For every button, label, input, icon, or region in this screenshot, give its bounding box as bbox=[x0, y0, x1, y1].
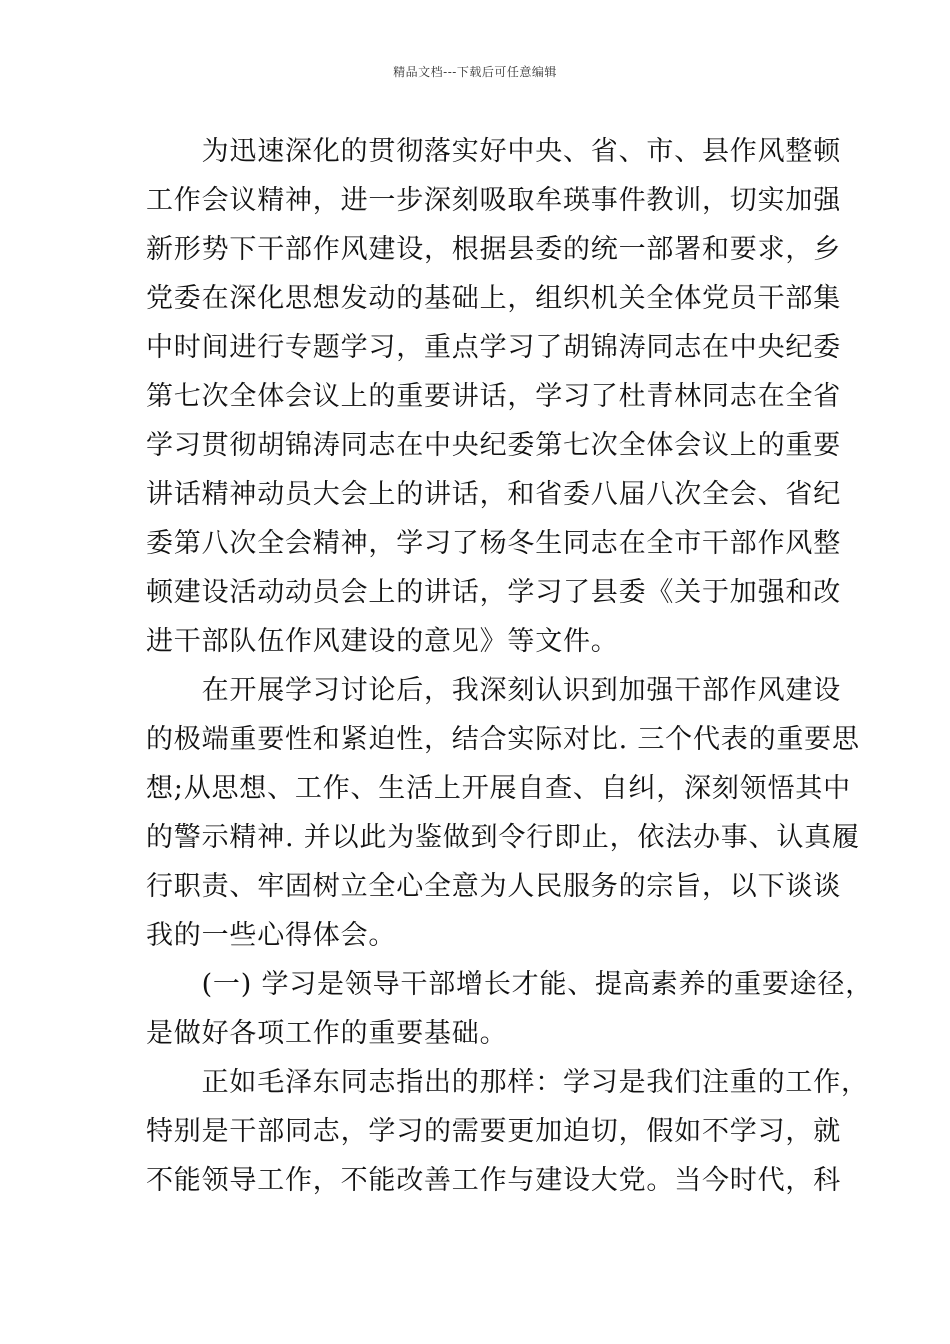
text-line: 第七次全体会议上的重要讲话，学习了杜青林同志在全省 bbox=[146, 381, 841, 412]
text-line: 中时间进行专题学习，重点学习了胡锦涛同志在中央纪委 bbox=[146, 332, 841, 363]
text-line: 讲话精神动员大会上的讲话，和省委八届八次全会、省纪 bbox=[146, 479, 841, 510]
text-line: 委第八次全会精神，学习了杨冬生同志在全市干部作风整 bbox=[146, 528, 841, 559]
text-line: 的极端重要性和紧迫性，结合实际对比. 三个代表的重要思 bbox=[146, 724, 860, 755]
text-line: 行职责、牢固树立全心全意为人民服务的宗旨，以下谈谈 bbox=[146, 871, 841, 902]
paragraph bbox=[146, 1058, 869, 1205]
text-line: (一) 学习是领导干部增长才能、提高素养的重要途径， bbox=[146, 969, 874, 1000]
text-line: 工作会议精神，进一步深刻吸取牟瑛事件教训，切实加强 bbox=[146, 185, 841, 216]
text-line: 党委在深化思想发动的基础上，组织机关全体党员干部集 bbox=[146, 283, 841, 314]
paragraph bbox=[146, 666, 860, 960]
text-line: 正如毛泽东同志指出的那样：学习是我们注重的工作， bbox=[146, 1067, 869, 1098]
text-line: 顿建设活动动员会上的讲话，学习了县委《关于加强和改 bbox=[146, 577, 841, 608]
text-line: 特别是干部同志，学习的需要更加迫切，假如不学习，就 bbox=[146, 1116, 841, 1147]
text-line: 新形势下干部作风建设，根据县委的统一部署和要求，乡 bbox=[146, 234, 841, 265]
document-body bbox=[146, 127, 874, 1205]
paragraph bbox=[146, 127, 841, 666]
text-line: 学习贯彻胡锦涛同志在中央纪委第七次全体会议上的重要 bbox=[146, 430, 841, 461]
text-line: 我的一些心得体会。 bbox=[146, 920, 397, 951]
text-line: 进干部队伍作风建设的意见》等文件。 bbox=[146, 626, 619, 657]
page-header: 精品文档---下载后可任意编辑 bbox=[393, 65, 557, 79]
text-line: 在开展学习讨论后，我深刻认识到加强干部作风建设 bbox=[146, 675, 841, 706]
text-line: 的警示精神. 并以此为鉴做到令行即止，依法办事、认真履 bbox=[146, 822, 860, 853]
paragraph bbox=[146, 960, 874, 1058]
text-line: 不能领导工作，不能改善工作与建设大党。当今时代，科 bbox=[146, 1165, 841, 1196]
text-line: 是做好各项工作的重要基础。 bbox=[146, 1018, 508, 1049]
text-line: 想;从思想、工作、生活上开展自查、自纠，深刻领悟其中 bbox=[146, 773, 851, 804]
text-line: 为迅速深化的贯彻落实好中央、省、市、县作风整顿 bbox=[146, 136, 841, 167]
